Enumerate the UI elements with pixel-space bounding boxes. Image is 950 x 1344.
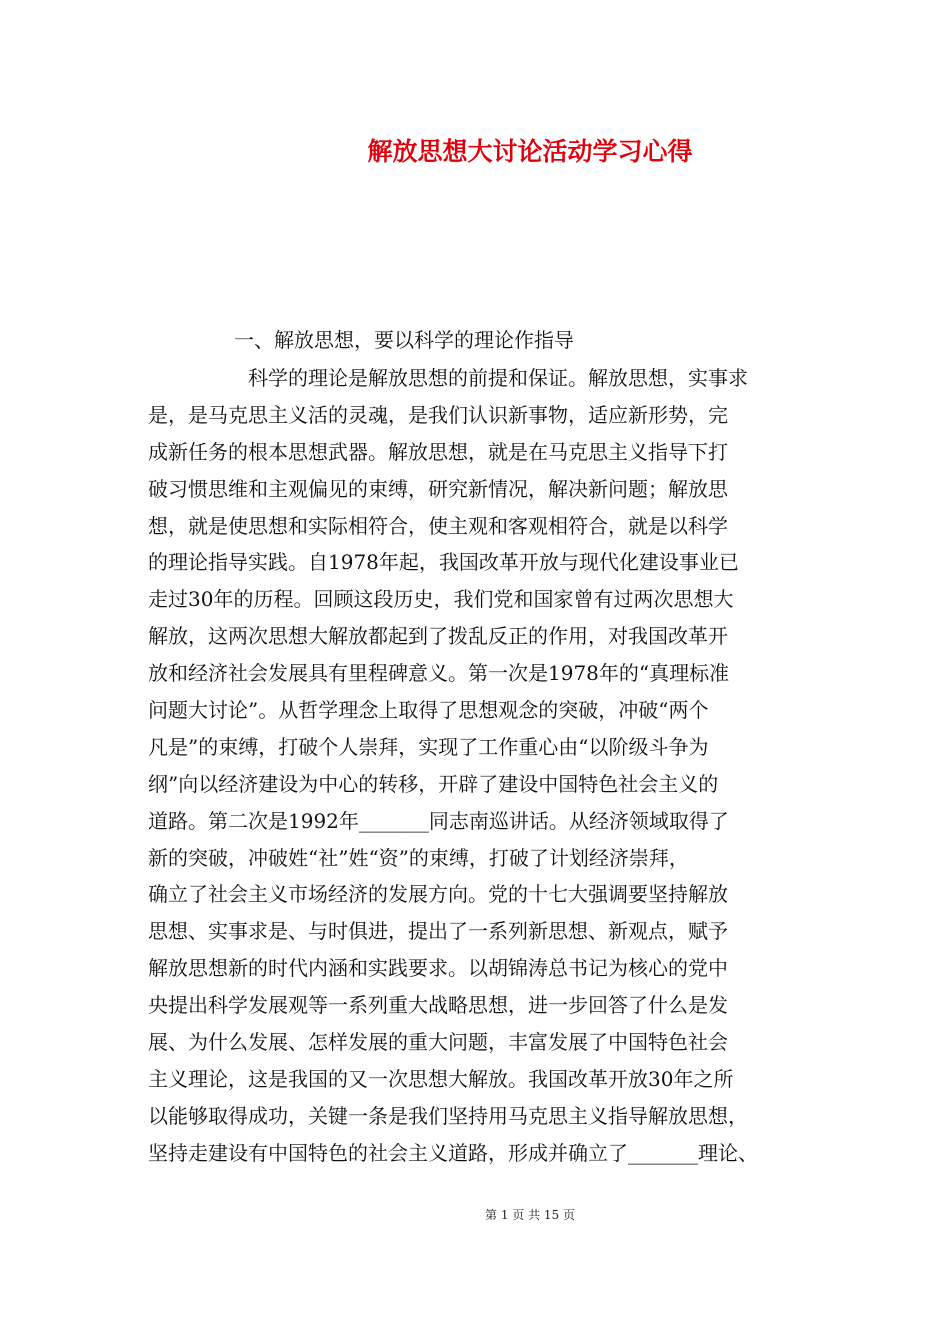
body-line: 展、为什么发展、怎样发展的重大问题，丰富发展了中国特色社会 <box>148 1030 728 1055</box>
body-line: 想，就是使思想和实际相符合，使主观和客观相符合，就是以科学 <box>148 513 728 538</box>
body-line: 走过30年的历程。回顾这段历史，我们党和国家曾有过两次思想大 <box>148 587 734 612</box>
body-line: 破习惯思维和主观偏见的束缚，研究新情况，解决新问题；解放思 <box>148 476 728 501</box>
page-title: 解放思想大讨论活动学习心得 <box>367 137 693 166</box>
body-line: 央提出科学发展观等一系列重大战略思想，进一步回答了什么是发 <box>148 993 728 1018</box>
body-line: 纲”向以经济建设为中心的转移，开辟了建设中国特色社会主义的 <box>148 771 719 796</box>
body-line: 的理论指导实践。自1978年起，我国改革开放与现代化建设事业已 <box>148 550 739 575</box>
body-line: 思想、实事求是、与时俱进，提出了一系列新思想、新观点，赋予 <box>148 919 728 944</box>
body-line: 确立了社会主义市场经济的发展方向。党的十七大强调要坚持解放 <box>148 882 728 907</box>
body-paragraph <box>148 360 818 1172</box>
body-line: 成新任务的根本思想武器。解放思想，就是在马克思主义指导下打 <box>148 439 728 464</box>
body-line: 科学的理论是解放思想的前提和保证。解放思想，实事求 <box>248 366 748 390</box>
body-line: 放和经济社会发展具有里程碑意义。第一次是1978年的“真理标准 <box>148 661 730 686</box>
body-line: 主义理论，这是我国的又一次思想大解放。我国改革开放30年之所 <box>148 1066 734 1091</box>
page-number-footer: 第 1 页 共 15 页 <box>485 1208 575 1222</box>
body-line: 凡是”的束缚，打破个人崇拜，实现了工作重心由“以阶级斗争为 <box>148 734 709 759</box>
body-line: 道路。第二次是1992年_______同志南巡讲话。从经济领域取得了 <box>148 808 729 833</box>
body-line: 是，是马克思主义活的灵魂，是我们认识新事物，适应新形势，完 <box>148 402 728 427</box>
section-heading: 一、解放思想，要以科学的理论作指导 <box>234 328 574 352</box>
body-line: 新的突破，冲破姓“社”姓“资”的束缚，打破了计划经济崇拜， <box>148 845 689 870</box>
body-line: 解放思想新的时代内涵和实践要求。以胡锦涛总书记为核心的党中 <box>148 956 728 981</box>
body-line: 以能够取得成功，关键一条是我们坚持用马克思主义指导解放思想， <box>148 1103 748 1128</box>
body-line: 坚持走建设有中国特色的社会主义道路，形成并确立了_______理论、 <box>148 1140 758 1165</box>
body-line: 问题大讨论”。从哲学理念上取得了思想观念的突破，冲破“两个 <box>148 698 709 723</box>
body-line: 解放，这两次思想大解放都起到了拨乱反正的作用，对我国改革开 <box>148 624 728 649</box>
